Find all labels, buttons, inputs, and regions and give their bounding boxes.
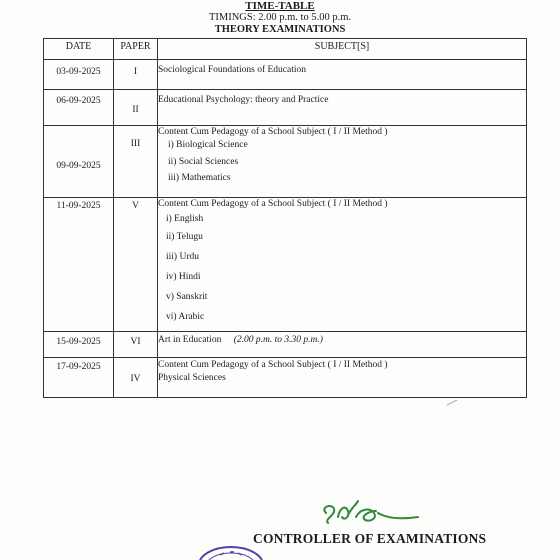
row-date: 09-09-2025 xyxy=(44,126,114,198)
timings-line: TIMINGS: 2.00 p.m. to 5.00 p.m. xyxy=(208,12,352,23)
list-item: ii) Telugu xyxy=(166,232,203,242)
row-paper: IV xyxy=(114,358,158,398)
row-paper: I xyxy=(114,60,158,90)
list-item: i) English xyxy=(166,214,204,224)
table-header-row xyxy=(44,39,527,60)
timetable xyxy=(43,38,527,398)
list-item: iv) Hindi xyxy=(166,272,201,282)
list-item: vi) Arabic xyxy=(166,312,205,322)
page-title: TIME-TABLE xyxy=(245,0,315,12)
row-date: 06-09-2025 xyxy=(44,90,114,126)
row-subject: Content Cum Pedagogy of a School Subject ( I / II Method ) Physical Sciences xyxy=(158,358,527,398)
table-row xyxy=(44,60,527,90)
official-seal-icon xyxy=(196,545,266,560)
pen-mark-icon xyxy=(446,399,458,407)
list-item: iii) Urdu xyxy=(166,252,199,262)
list-item: iii) Mathematics xyxy=(168,173,231,183)
header-paper: PAPER xyxy=(114,39,158,60)
list-item: v) Sanskrit xyxy=(166,292,208,302)
table-row xyxy=(44,90,527,126)
header-date: DATE xyxy=(44,39,114,60)
row-subject xyxy=(158,332,527,358)
list-item: i) Biological Science xyxy=(168,140,248,150)
table-row xyxy=(44,358,527,398)
row-paper: III xyxy=(114,126,158,198)
row-paper: II xyxy=(114,90,158,126)
row-date: 03-09-2025 xyxy=(44,60,114,90)
row-subject: Content Cum Pedagogy of a School Subject ( I / II Method ) i) English ii) Telugu iii) Urdu iv) Hindi v) Sanskrit vi) Arabic xyxy=(158,198,527,332)
row-date: 11-09-2025 xyxy=(44,198,114,332)
table-row xyxy=(44,198,527,332)
signature-icon xyxy=(318,497,423,529)
subject-text: Art in Education xyxy=(158,335,222,345)
row-paper: V xyxy=(114,198,158,332)
row-date: 15-09-2025 xyxy=(44,332,114,358)
time-note: (2.00 p.m. to 3.30 p.m.) xyxy=(233,335,323,345)
row-subject: Content Cum Pedagogy of a School Subject ( I / II Method ) i) Biological Science ii) Social Sciences iii) Mathematics xyxy=(158,126,527,198)
row-subject: Sociological Foundations of Education xyxy=(158,60,527,90)
row-paper: VI xyxy=(114,332,158,358)
list-item: ii) Social Sciences xyxy=(168,157,239,167)
signatory-title: CONTROLLER OF EXAMINATIONS xyxy=(253,531,487,546)
table-row xyxy=(44,332,527,358)
page-subtitle: THEORY EXAMINATIONS xyxy=(214,24,346,35)
header-subject: SUBJECT[S] xyxy=(158,39,527,60)
row-subject: Educational Psychology: theory and Practice xyxy=(158,90,527,126)
row-date: 17-09-2025 xyxy=(44,358,114,398)
table-row xyxy=(44,126,527,198)
